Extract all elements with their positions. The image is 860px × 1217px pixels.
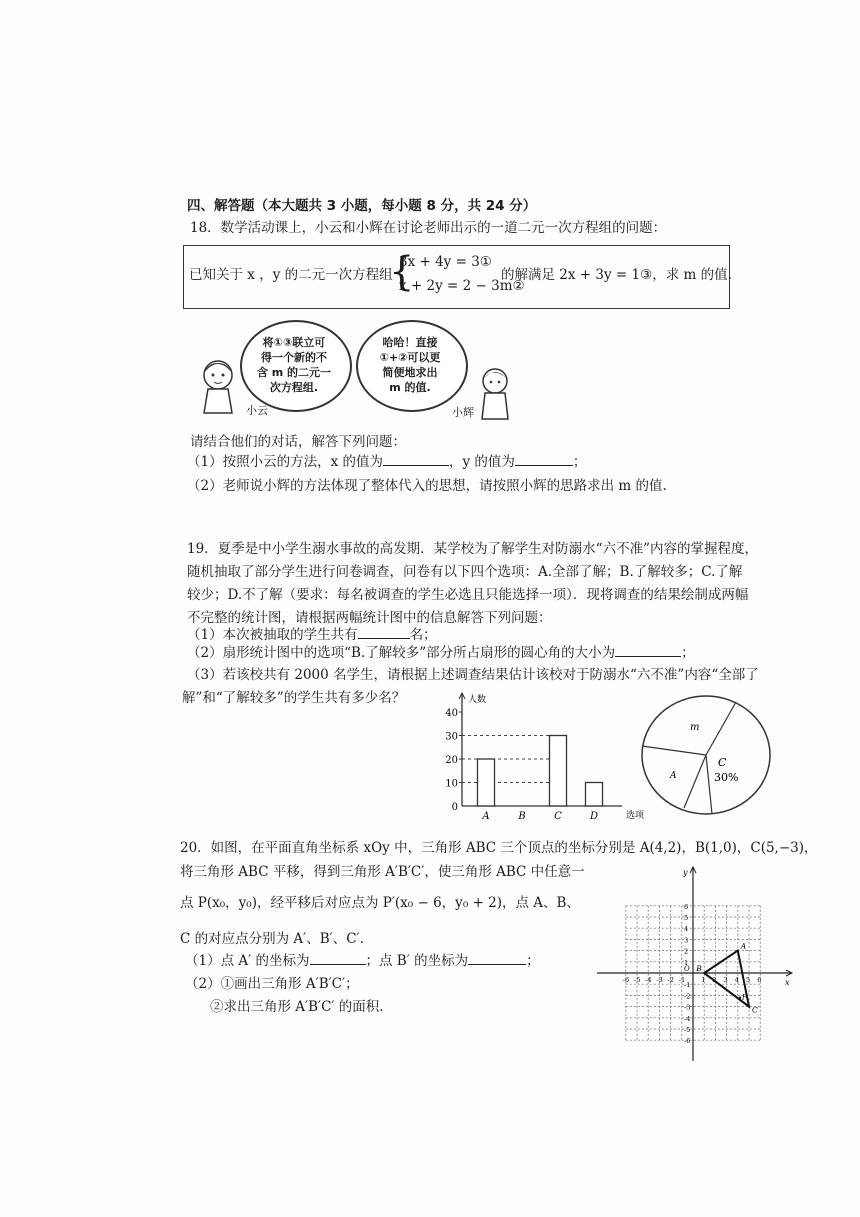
x-tick-label: -2 <box>667 976 674 984</box>
q18-blank-y[interactable] <box>515 465 573 466</box>
pie-divider-2 <box>706 702 736 755</box>
q18-problem-box <box>183 245 730 309</box>
x-tick-label: -6 <box>622 976 630 984</box>
x-tick-label: A <box>482 811 490 822</box>
y-axis-name: y <box>683 868 688 877</box>
x-tick-label: 2 <box>712 976 717 984</box>
x-tick-label: -4 <box>645 976 652 984</box>
point-a-label: A <box>740 941 747 951</box>
section-heading: 四、解答题（本大题共 3 小题，每小题 8 分，共 24 分） <box>187 198 537 214</box>
q18-stem: 18．数学活动课上，小云和小辉在讨论老师出示的一道二元一次方程组的问题： <box>190 220 667 236</box>
point-p <box>739 996 741 998</box>
y-tick-label: -5 <box>684 1026 691 1034</box>
y-tick-label: -2 <box>684 992 691 1001</box>
bar-chart <box>432 690 657 825</box>
y-tick-label: 20 <box>445 755 458 766</box>
y-tick-label: 6 <box>684 902 689 911</box>
x-tick-label: D <box>589 811 599 822</box>
y-tick-label: 3 <box>684 936 689 945</box>
x-axis-label: 选项 <box>626 811 645 821</box>
point-p-label: P <box>742 993 747 1002</box>
y-tick-label: 1 <box>684 958 689 967</box>
y-axis-label: 人数 <box>468 695 487 705</box>
q20-blank-b[interactable] <box>468 964 526 965</box>
girl-cartoon-icon <box>188 355 248 420</box>
y-tick-label: 30 <box>445 731 458 743</box>
name-right: 小辉 <box>452 406 474 419</box>
q19-line-2: 随机抽取了部分学生进行问卷调查，问卷有以下四个选项：A.全部了解；B.了解较多；C.了解 <box>187 564 743 580</box>
y-tick-label: 10 <box>445 778 458 790</box>
x-axis-name: x <box>785 978 790 987</box>
q20-line-3: 点 P(x₀，y₀)，经平移后对应点为 P′(x₀ − 6，y₀ + 2)，点 A、B、 <box>180 895 580 911</box>
q19-line-3: 较少；D.不了解（要求：每名被调查的学生必选且只能选择一项）．现将调查的结果绘制成两幅 <box>187 587 749 603</box>
q20-blank-a[interactable] <box>310 964 366 965</box>
bar-D <box>586 783 603 807</box>
q20-line-1: 20．如图，在平面直角坐标系 xOy 中，三角形 ABC 三个顶点的坐标分别是 A(4,2)，B(1,0)，C(5,−3)， <box>180 840 818 856</box>
bubble-right-text: 哈哈！直接 ①+②可以更 简便地求出 m 的值. <box>379 336 441 394</box>
q19-part3a: （3）若该校共有 2000 名学生，请根据上述调查结果估计该校对于防溺水“六不准”内容“全部了 <box>187 667 759 683</box>
origin-label: O <box>684 965 690 973</box>
q18-box-prefix: 已知关于 x ，y 的二元一次方程组 <box>189 267 393 283</box>
x-tick-label: 4 <box>734 976 739 984</box>
bubble-left-text: 将①③联立可 得一个新的不 含 m 的二元一 次方程组. <box>256 336 332 394</box>
q20-part1: （1）点 A′ 的坐标为 ；点 B′ 的坐标为 ； <box>185 953 540 969</box>
q19-blank-total[interactable] <box>358 638 410 639</box>
y-tick-label: 40 <box>445 708 458 719</box>
bar-A <box>478 759 495 806</box>
q20-line-2: 将三角形 ABC 平移，得到三角形 A′B′C′，使三角形 ABC 中任意一 <box>180 864 585 880</box>
point-c-label: C <box>752 1005 758 1015</box>
x-tick-label: -1 <box>678 976 686 984</box>
q19-line-1: 19．夏季是中小学生溺水事故的高发期．某学校为了解学生对防溺水“六不准”内容的掌握程度， <box>187 541 758 557</box>
q18-eq2: x + 2y = 2 − 3m② <box>399 278 525 294</box>
x-tick-label: -3 <box>656 976 663 984</box>
q18-box-suffix: 的解满足 2x + 3y = 1③，求 m 的值. <box>501 267 732 283</box>
y-tick-label: -6 <box>684 1037 691 1046</box>
q18-part2: （2）老师说小辉的方法体现了整体代入的思想，请按照小辉的思路求出 m 的值. <box>187 478 667 494</box>
bar-C <box>550 736 567 807</box>
pie-label-a: A <box>670 771 677 781</box>
y-tick-label: 5 <box>684 914 689 922</box>
q19-blank-angle[interactable] <box>615 656 681 657</box>
coordinate-grid <box>595 865 795 1065</box>
q19-part3b: 解”和“了解较多”的学生共有多少名？ <box>182 690 406 706</box>
q20-part2: （2）①画出三角形 A′B′C′； <box>185 976 359 992</box>
brace-icon: { <box>389 249 415 295</box>
y-tick-label: -1 <box>684 981 691 990</box>
pie-label-m: m <box>690 722 700 733</box>
q20-line-4: C 的对应点分别为 A′、B′、C′. <box>180 931 364 947</box>
x-tick-label: 3 <box>723 976 728 984</box>
q18-blank-x[interactable] <box>383 465 449 466</box>
q19-line-4: 不完整的统计图，请根据两幅统计图中的信息解答下列问题： <box>187 610 552 626</box>
y-tick-label: 0 <box>451 802 458 813</box>
point-b-label: B <box>696 964 702 973</box>
y-tick-label: -4 <box>684 1014 691 1023</box>
x-tick-label: C <box>554 811 562 822</box>
pie-label-c-pct: 30% <box>714 771 739 784</box>
y-tick-label: -3 <box>684 1003 691 1012</box>
x-tick-label: 5 <box>746 976 751 984</box>
pie-divider-3 <box>706 755 712 814</box>
q18-part1: （1）按照小云的方法，x 的值为 ，y 的值为 ； <box>187 454 587 470</box>
pie-divider-4 <box>684 755 706 808</box>
q19-part2: （2）扇形统计图中的选项“B.了解较多”部分所占扇形的圆心角的大小为 ； <box>187 645 695 661</box>
q20-part2b: ②求出三角形 A′B′C′ 的面积. <box>210 999 384 1015</box>
boy-cartoon-icon <box>470 365 520 423</box>
x-tick-label: B <box>518 811 526 822</box>
pie-divider-1 <box>642 746 706 755</box>
name-left: 小云 <box>246 404 268 417</box>
x-tick-label: 1 <box>701 976 706 984</box>
x-tick-label: 6 <box>757 976 762 984</box>
q18-eq1: 3x + 4y = 3① <box>399 254 492 270</box>
q19-part1: （1）本次被抽取的学生共有 名； <box>187 627 437 643</box>
pie-chart <box>640 694 772 816</box>
x-tick-label: -5 <box>634 976 641 984</box>
y-tick-label: 2 <box>684 947 689 956</box>
pie-label-c: C <box>718 756 727 769</box>
q18-intro: 请结合他们的对话，解答下列问题： <box>190 434 406 450</box>
y-tick-label: 4 <box>684 925 689 934</box>
